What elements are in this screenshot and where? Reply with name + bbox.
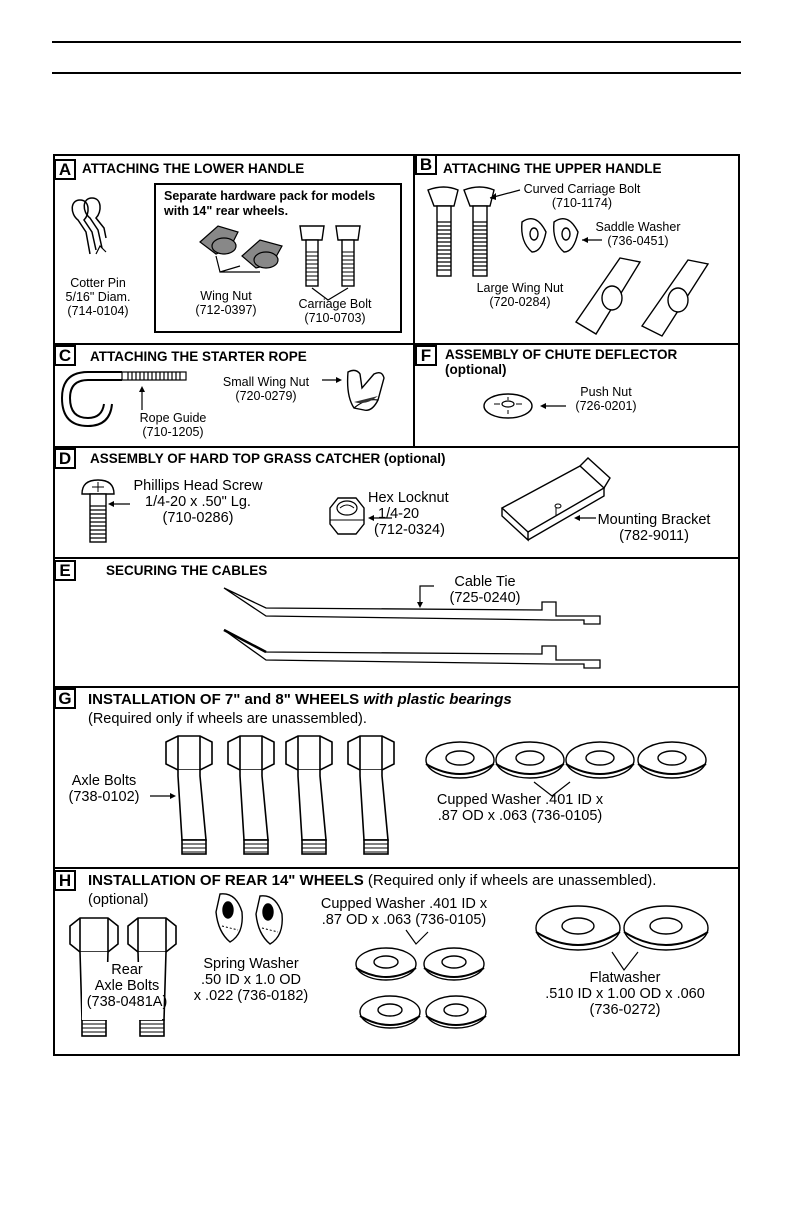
saddle-washer-label: Saddle Washer (736-0451) <box>595 220 681 248</box>
small-wing-nut-icon <box>318 366 388 416</box>
h-cupped-washer-icon <box>350 928 500 1034</box>
section-c-letter: C <box>54 345 76 366</box>
spring-washer-label: Spring Washer .50 ID x 1.0 OD x .022 (736-0182) <box>193 956 309 1004</box>
push-nut-icon <box>482 388 572 424</box>
curved-bolt-label: Curved Carriage Bolt (710-1174) <box>523 182 641 210</box>
cupped-washer-icon <box>424 740 714 800</box>
section-h-letter: H <box>54 870 76 891</box>
rope-guide-label: Rope Guide (710-1205) <box>139 411 207 439</box>
section-e-letter: E <box>54 560 76 581</box>
cable-tie-label: Cable Tie (725-0240) <box>449 574 521 606</box>
mounting-bracket-label: Mounting Bracket (782-9011) <box>597 512 711 544</box>
push-nut-label: Push Nut (726-0201) <box>575 385 637 413</box>
inset-title: Separate hardware pack for models with 14" rear wheels. <box>164 189 376 218</box>
divider-row2 <box>53 446 738 448</box>
cable-tie-icon <box>222 580 606 672</box>
section-a-title: ATTACHING THE LOWER HANDLE <box>82 161 305 176</box>
section-h-subtitle: (optional) <box>88 892 149 908</box>
h-cupped-washer-label: Cupped Washer .401 ID x .87 OD x .063 (736-0105) <box>320 896 488 928</box>
section-c-title: ATTACHING THE STARTER ROPE <box>90 349 307 364</box>
section-a-letter: A <box>54 159 76 180</box>
divider-row4 <box>53 686 738 688</box>
divider-row5 <box>53 867 738 869</box>
wing-nut-icon <box>196 222 296 278</box>
flatwasher-label: Flatwasher .510 ID x 1.00 OD x .060 (736-0272) <box>545 970 705 1018</box>
section-h-title: INSTALLATION OF REAR 14" WHEELS (Required only if wheels are unassembled). <box>88 872 657 889</box>
section-e-title: SECURING THE CABLES <box>106 563 268 578</box>
section-f-subtitle: (optional) <box>445 362 507 377</box>
axle-bolt-icon <box>142 736 412 858</box>
section-f-title: ASSEMBLY OF CHUTE DEFLECTOR <box>445 347 678 362</box>
rear-axle-bolts-label: Rear Axle Bolts (738-0481A) <box>86 962 168 1010</box>
g-cupped-washer-label: Cupped Washer .401 ID x .87 OD x .063 (736-0105) <box>436 792 604 824</box>
wing-nut-label: Wing Nut (712-0397) <box>195 289 257 317</box>
phillips-screw-label: Phillips Head Screw 1/4-20 x .50" Lg. (710-0286) <box>133 478 263 526</box>
cotter-pin-label: Cotter Pin 5/16" Diam. (714-0104) <box>65 276 131 318</box>
carriage-bolt-label: Carriage Bolt (710-0703) <box>298 297 372 325</box>
spring-washer-icon <box>212 890 302 954</box>
flatwasher-icon <box>534 900 714 974</box>
divider-ab <box>413 154 415 447</box>
carriage-bolt-icon <box>296 222 366 302</box>
divider-row1 <box>53 343 738 345</box>
section-d-title: ASSEMBLY OF HARD TOP GRASS CATCHER (optional) <box>90 451 446 466</box>
section-b-title: ATTACHING THE UPPER HANDLE <box>443 161 662 176</box>
small-wing-nut-label: Small Wing Nut (720-0279) <box>222 375 310 403</box>
second-rule <box>52 72 741 74</box>
top-rule <box>52 41 741 43</box>
large-wing-nut-icon <box>570 252 720 342</box>
section-f-letter: F <box>415 345 437 366</box>
section-g-letter: G <box>54 688 76 709</box>
divider-row3 <box>53 557 738 559</box>
hex-locknut-label: Hex Locknut 1/4-20 (712-0324) <box>368 490 449 538</box>
axle-bolts-label: Axle Bolts (738-0102) <box>68 773 140 805</box>
cotter-pin-icon <box>66 192 116 262</box>
section-d-letter: D <box>54 448 76 469</box>
section-b-letter: B <box>415 154 437 175</box>
section-g-subtitle: (Required only if wheels are unassembled). <box>88 711 367 727</box>
section-g-title: INSTALLATION OF 7" and 8" WHEELS with plastic bearings <box>88 691 512 708</box>
large-wing-nut-label: Large Wing Nut (720-0284) <box>476 281 564 309</box>
